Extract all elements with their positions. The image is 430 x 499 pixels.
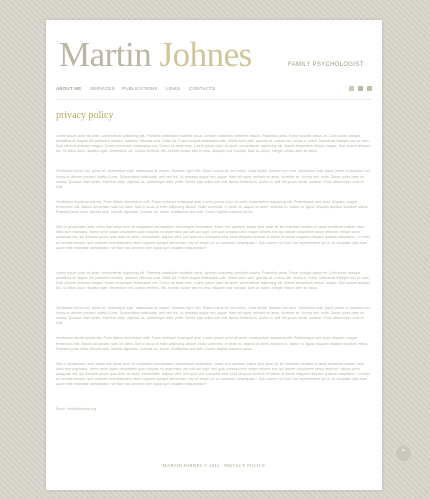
policy-paragraph-3: Vestibulum iaculis lacinia est. Proin dictum elementum velit. Fusce euismod consequat ante. Lorem ipsum dolor sit amet, consectetuer adipiscing elit. Pellentesque sed dolor. Aliquam congue fermentum nisl. Mauris accumsan nulla vel diam. Sed in lacus ut enim adipiscing aliquet. Nulla venenatis. In pede mi, aliquet sit amet, euismod in, auctor ut, ligula. Aliquam dapibus tincidunt metus. Praesent justo dolor, lobortis quis, lobortis dignissim, pulvinar ac, lorem. Vestibulum sed ante. Donec sagittis euismod purus.: [56, 199, 369, 215]
policy-paragraph-1: Lorem ipsum dolor sit amet, consectetuer adipiscing elit. Praesent vestibulum molestie lacus. Aenean nonummy hendrerit mauris. Phasellus porta. Fusce suscipit varius mi. Cum sociis natoque penatibus et magnis dis parturient montes, nascetur ridiculus mus. Nulla dui. Fusce feugiat malesuada odio. Morbi nunc odio, gravida at, cursus nec, luctus a, lorem. Maecenas tristique orci ac sem. Duis ultricies pharetra magna. Donec accumsan malesuada orci. Donec sit amet eros. Lorem ipsum dolor sit amet, consectetuer adipiscing elit. Mauris fermentum dictum magna. Sed laoreet aliquam leo. Ut tellus dolor, dapibus eget, elementum vel, cursus eleifend, elit. Aenean auctor wisi et urna. Aliquam erat volutpat. Duis ac turpis. Integer rutrum ante eu lacus.: [56, 134, 371, 154]
site-tagline: FAMILY PSYCHOLOGIST: [288, 62, 364, 68]
policy-paragraph-8: Sed ut perspiciatis unde omnis iste natus error sit voluptatem accusantium doloremque laudantium, totam rem aperiam, eaque ipsa quae ab illo inventore veritatis et quasi architecto beatae vitae dicta sunt explicabo. Nemo enim ipsam voluptatem quia voluptas sit aspernatur aut odit aut fugit, sed quia consequuntur magni dolores eos qui ratione voluptatem sequi nesciunt. Neque porro quisquam est, qui dolorem ipsum quia dolor sit amet, consectetur, adipisci velit, sed quia non numquam eius modi tempora incidunt ut labore et dolore magnam aliquam quaerat voluptatem. Ut enim ad minima veniam, quis nostrum exercitationem ullam corporis suscipit laboriosam, nisi ut aliquid ex ea commodi consequatur? Quis autem vel eum iure reprehenderit qui in ea voluptate velit esse quam nihil molestiae consequatur, vel illum qui dolorem eum fugiat quo voluptas nulla pariatur?: [56, 361, 370, 387]
twitter-icon[interactable]: [349, 86, 354, 91]
policy-content: [56, 134, 372, 418]
policy-paragraph-4: Sed ut perspiciatis unde omnis iste natus error sit voluptatem accusantium doloremque laudantium, totam rem aperiam, eaque ipsa quae ab illo inventore veritatis et quasi architecto beatae vitae dicta sunt explicabo. Nemo enim ipsam voluptatem quia voluptas sit aspernatur aut odit aut fugit, sed quia consequuntur magni dolores eos qui ratione voluptatem sequi nesciunt. Neque porro quisquam est, qui dolorem ipsum quia dolor sit amet, consectetur, adipisci velit, sed quia non numquam eius modi tempora incidunt ut labore et dolore magnam aliquam quaerat voluptatem. Ut enim ad minima veniam, quis nostrum exercitationem ullam corporis suscipit laboriosam, nisi ut aliquid ex ea commodi consequatur? Quis autem vel eum iure reprehenderit qui in ea voluptate velit esse quam nihil molestiae consequatur, vel illum qui dolorem eum fugiat quo voluptas nulla pariatur?: [56, 225, 370, 250]
policy-paragraph-7: Vestibulum iaculis lacinia est. Proin dictum elementum velit. Fusce euismod consequat ante. Lorem ipsum dolor sit amet, consectetuer adipiscing elit. Pellentesque sed dolor. Aliquam congue fermentum nisl. Mauris accumsan nulla vel diam. Sed in lacus ut enim adipiscing aliquet. Nulla venenatis. In pede mi, aliquet sit amet, euismod in, auctor ut, ligula. Aliquam dapibus tincidunt metus. Praesent justo dolor, lobortis quis, lobortis dignissim, pulvinar ac, lorem. Vestibulum sed ante. Donec sagittis euismod purus.: [56, 336, 369, 351]
site-logo[interactable]: [59, 32, 252, 78]
page-container: [46, 20, 382, 490]
nav-item-services[interactable]: SERVICES: [90, 86, 115, 91]
page-title: privacy policy: [56, 110, 114, 121]
site-footer: MARTIN JOHNES © 2012 · PRIVACY POLICY: [162, 463, 266, 468]
nav-item-contacts[interactable]: CONTACTS: [189, 86, 216, 91]
nav-item-links[interactable]: LINKS: [166, 86, 181, 91]
nav-item-about-me[interactable]: ABOUT ME: [56, 86, 82, 91]
policy-paragraph-6: Vestibulum libero nisl, porta vel, scelerisque eget, malesuada at, neque. Vivamus eget nibh. Etiam cursus leo vel metus. Nulla facilisi. Aenean nec eros. Vestibulum ante ipsum primis in faucibus orci luctus et ultrices posuere cubilia Curae; Suspendisse sollicitudin velit sed leo. Ut pharetra augue nec augue. Nam elit agna, endrerit sit amet, tincidunt ac, viverra sed, nulla. Donec porta diam eu massa. Quisque diam lorem, interdum vitae, dapibus ac, scelerisque vitae, pede. Donec eget tellus non erat lacinia fermentum. Donec in velit vel ipsum auctor pulvinar. Proin ullamcorper urna et felis.: [56, 305, 370, 326]
policy-paragraph-2: Vestibulum libero nisl, porta vel, scelerisque eget, malesuada at, neque. Vivamus eget nibh. Etiam cursus leo vel metus. Nulla facilisi. Aenean nec eros. Vestibulum ante ipsum primis in faucibus orci luctus et ultrices posuere cubilia Curae; Suspendisse sollicitudin velit sed leo. Ut pharetra augue nec augue. Nam elit agna, endrerit sit amet, tincidunt ac, viverra sed, nulla. Donec porta diam eu massa. Quisque diam lorem, interdum vitae, dapibus ac, scelerisque vitae, pede. Donec eget tellus non erat lacinia fermentum. Donec in velit vel ipsum auctor pulvinar. Proin ullamcorper urna et felis.: [56, 169, 370, 189]
policy-paragraph-5: Lorem ipsum dolor sit amet, consectetuer adipiscing elit. Praesent vestibulum molestie lacus. Aenean nonummy hendrerit mauris. Phasellus porta. Fusce suscipit varius mi. Cum sociis natoque penatibus et magnis dis parturient montes, nascetur ridiculus mus. Nulla dui. Fusce feugiat malesuada odio. Morbi nunc odio, gravida at, cursus nec, luctus a, lorem. Maecenas tristique orci ac sem. Duis ultricies pharetra magna. Donec accumsan malesuada orci. Donec sit amet eros. Lorem ipsum dolor sit amet, consectetuer adipiscing elit. Mauris fermentum dictum magna. Sed laoreet aliquam leo. Ut tellus dolor, dapibus eget, elementum vel, cursus eleifend, elit. Aenean auctor wisi et urna. Aliquam erat volutpat. Duis ac turpis. Integer rutrum ante eu lacus.: [56, 270, 371, 291]
nav-divider: [56, 99, 372, 100]
logo-first-name: Martin: [59, 35, 152, 74]
logo-last-name: Johnes: [159, 35, 252, 74]
rss-icon[interactable]: [367, 86, 372, 91]
scroll-to-top-button[interactable]: [396, 446, 411, 461]
main-nav: [56, 86, 372, 96]
facebook-icon[interactable]: [358, 86, 363, 91]
email-line[interactable]: Email: info@demolink.org: [56, 407, 97, 412]
nav-item-publications[interactable]: PUBLICATIONS: [122, 86, 158, 91]
chevron-up-icon: ⌃: [400, 448, 407, 457]
